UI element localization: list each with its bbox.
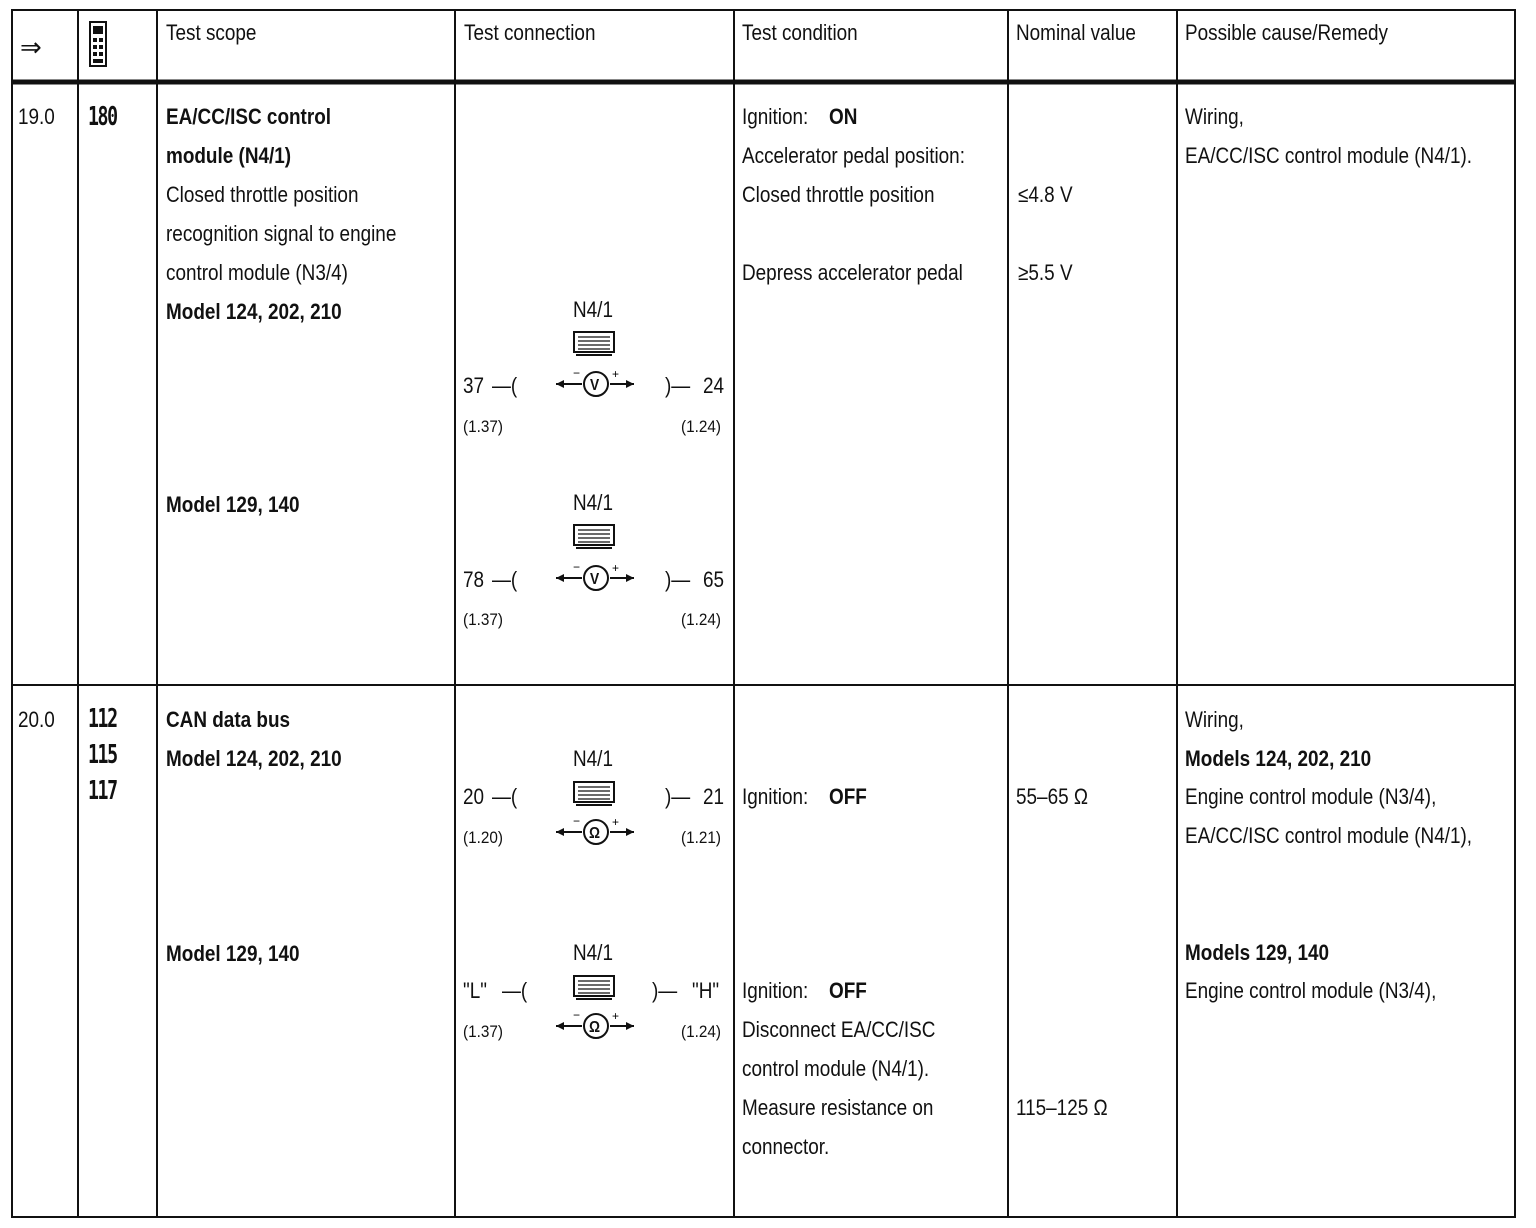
cause-text: Wiring, xyxy=(1185,707,1244,732)
module-label: N4/1 xyxy=(573,940,613,965)
probe-left-icon: —( xyxy=(502,978,528,1003)
pin-left-sub: (1.37) xyxy=(463,1022,503,1041)
svg-text:+: + xyxy=(612,368,620,381)
tester-icon xyxy=(88,20,110,70)
condition-ignition-label: Ignition: xyxy=(742,978,809,1003)
pin-right: 21 xyxy=(703,784,725,809)
scope-model: Model 129, 140 xyxy=(166,941,300,966)
scope-title: CAN data bus xyxy=(166,707,291,732)
probe-left-icon: —( xyxy=(492,784,518,809)
probe-right-icon: )— xyxy=(665,784,691,809)
pin-right-sub: (1.24) xyxy=(681,417,721,436)
condition-text: Accelerator pedal position: xyxy=(742,143,965,168)
condition-ignition-label: Ignition: xyxy=(742,784,809,809)
probe-left-icon: —( xyxy=(492,373,518,398)
pin-left: 78 xyxy=(463,567,485,592)
svg-text:+: + xyxy=(612,562,620,575)
pin-left-sub: (1.37) xyxy=(463,610,503,629)
condition-ignition-label: Ignition: xyxy=(742,104,809,129)
scope-text: control module (N3/4) xyxy=(166,260,348,285)
pin-left-sub: (1.37) xyxy=(463,417,503,436)
header-test-connection: Test connection xyxy=(464,20,596,45)
cause-text: EA/CC/ISC control module (N4/1). xyxy=(1185,143,1473,168)
header-nominal-value: Nominal value xyxy=(1016,20,1136,45)
module-label: N4/1 xyxy=(573,746,613,771)
condition-ignition-value: OFF xyxy=(829,978,867,1003)
condition-ignition-value: ON xyxy=(829,104,858,129)
scope-text: Closed throttle position xyxy=(166,182,359,207)
pin-left: 20 xyxy=(463,784,485,809)
condition-ignition-value: OFF xyxy=(829,784,867,809)
cause-text: Engine control module (N3/4), xyxy=(1185,784,1437,809)
meter-symbol: Ω xyxy=(589,825,601,842)
cause-text: Engine control module (N3/4), xyxy=(1185,978,1437,1003)
pin-right: "H" xyxy=(692,978,720,1003)
cause-text: Wiring, xyxy=(1185,104,1244,129)
condition-text: Disconnect EA/CC/ISC xyxy=(742,1017,936,1042)
pin-left: "L" xyxy=(463,978,487,1003)
fault-code: 180 xyxy=(88,102,117,132)
cause-model: Models 129, 140 xyxy=(1185,940,1330,965)
control-module-icon xyxy=(573,781,615,807)
meter-symbol: V xyxy=(590,571,600,588)
condition-text: connector. xyxy=(742,1134,830,1159)
svg-text:+: + xyxy=(612,1010,620,1023)
scope-text: recognition signal to engine xyxy=(166,221,397,246)
nominal-value: ≤4.8 V xyxy=(1018,182,1073,207)
control-module-icon xyxy=(573,331,615,357)
step-number: 19.0 xyxy=(18,104,55,129)
control-module-icon xyxy=(573,975,615,1001)
meter-symbol: Ω xyxy=(589,1019,601,1036)
condition-text: Depress accelerator pedal xyxy=(742,260,963,285)
control-module-icon xyxy=(573,524,615,550)
condition-text: Closed throttle position xyxy=(742,182,935,207)
probe-right-icon: )— xyxy=(652,978,678,1003)
cause-text: EA/CC/ISC control module (N4/1), xyxy=(1185,823,1473,848)
module-label: N4/1 xyxy=(573,297,613,322)
fault-code: 115 xyxy=(88,740,117,770)
header-possible-cause: Possible cause/Remedy xyxy=(1185,20,1388,45)
header-test-scope: Test scope xyxy=(166,20,257,45)
pin-left-sub: (1.20) xyxy=(463,828,503,847)
svg-text:−: − xyxy=(573,816,581,828)
condition-text: Measure resistance on xyxy=(742,1095,934,1120)
fault-code: 112 xyxy=(88,704,117,734)
arrow-header: ⇒ xyxy=(20,32,42,62)
scope-model: Model 124, 202, 210 xyxy=(166,746,342,771)
header-test-condition: Test condition xyxy=(742,20,858,45)
nominal-value: 55–65 Ω xyxy=(1016,784,1089,809)
pin-right-sub: (1.24) xyxy=(681,610,721,629)
pin-right: 24 xyxy=(703,373,725,398)
probe-right-icon: )— xyxy=(665,373,691,398)
scope-model: Model 129, 140 xyxy=(166,492,300,517)
module-label: N4/1 xyxy=(573,490,613,515)
step-number: 20.0 xyxy=(18,707,55,732)
meter-symbol: V xyxy=(590,377,600,394)
nominal-value: ≥5.5 V xyxy=(1018,260,1073,285)
svg-text:+: + xyxy=(612,816,620,829)
pin-right-sub: (1.21) xyxy=(681,828,721,847)
scope-title: EA/CC/ISC control xyxy=(166,104,332,129)
pin-right-sub: (1.24) xyxy=(681,1022,721,1041)
cause-model: Models 124, 202, 210 xyxy=(1185,746,1372,771)
pin-left: 37 xyxy=(463,373,485,398)
nominal-value: 115–125 Ω xyxy=(1016,1095,1108,1120)
condition-text: control module (N4/1). xyxy=(742,1056,930,1081)
svg-text:−: − xyxy=(573,368,581,380)
pin-right: 65 xyxy=(703,567,725,592)
probe-right-icon: )— xyxy=(665,567,691,592)
scope-model: Model 124, 202, 210 xyxy=(166,299,342,324)
fault-code: 117 xyxy=(88,776,117,806)
svg-text:−: − xyxy=(573,562,581,574)
scope-title: module (N4/1) xyxy=(166,143,292,168)
svg-text:−: − xyxy=(573,1010,581,1022)
probe-left-icon: —( xyxy=(492,567,518,592)
